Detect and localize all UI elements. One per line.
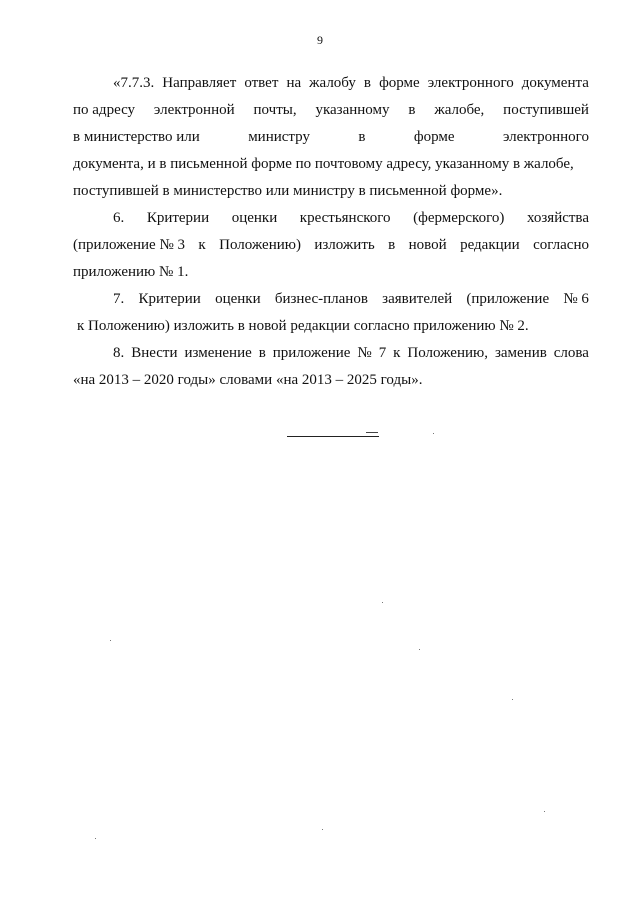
word: форме [413,129,455,145]
word: бизнес-планов [274,291,368,307]
word: в министерство или [73,129,200,145]
text-line [73,70,589,97]
word: указанному [315,102,390,118]
word: электронной [153,102,235,118]
text-line [73,151,589,178]
word: документа [521,75,589,91]
scan-speck [110,640,111,641]
word: (фермерского) [413,210,505,226]
word: поступившей в министерство или министру в письменной форме». [73,183,503,199]
word: к Положению) изложить в новой редакции согласно приложению № 2. [77,318,529,334]
document-body [73,70,589,394]
text-line [73,178,589,205]
word: 6. [113,210,125,226]
word: «на 2013 – 2020 годы» словами «на 2013 – 2025 годы». [73,372,423,388]
word: в [358,129,366,145]
word: 8. [113,345,125,361]
word: по адресу [73,102,136,118]
text-line [73,313,589,340]
word: приложению № 1. [73,264,189,280]
word: Внести [131,345,178,361]
text-line [73,97,589,124]
word: заменив [494,345,547,361]
word: электронного [502,129,589,145]
word: в [363,75,372,91]
scan-speck [419,649,420,650]
word: Положению) [219,237,301,253]
word: изложить [314,237,375,253]
paragraph-8 [73,340,589,394]
text-line [73,286,589,313]
word: на [286,75,302,91]
word: к [198,237,206,253]
text-line [73,124,589,151]
page-number: 9 [317,33,323,47]
word: в [408,102,416,118]
paragraph-7-7-3 [73,70,589,205]
scan-speck [322,829,323,830]
word: (приложение № 3 [73,237,186,253]
closing-rule [287,436,379,437]
word: новой [408,237,447,253]
scan-speck [95,838,96,839]
scan-speck [433,433,434,434]
word: № 6 [563,291,589,307]
word: жалобе, [434,102,485,118]
word: форме [379,75,420,91]
word: Критерии [138,291,201,307]
word: поступившей [503,102,589,118]
word: слова [553,345,589,361]
word: министру [248,129,310,145]
paragraph-7 [73,286,589,340]
word: «7.7.3. [113,75,155,91]
word: редакции [460,237,520,253]
text-line [73,259,589,286]
scan-speck [544,811,545,812]
word: (приложение [466,291,550,307]
word: Направляет [162,75,237,91]
word: согласно [533,237,589,253]
word: почты, [253,102,297,118]
word: в [388,237,396,253]
text-line [73,340,589,367]
scan-speck [382,602,383,603]
word: заявителей [382,291,453,307]
text-line [73,367,589,394]
word: электронного [427,75,514,91]
word: ответ [244,75,279,91]
word: № [357,345,372,361]
word: оценки [231,210,278,226]
word: Положению, [407,345,488,361]
word: хозяйства [526,210,589,226]
word: оценки [215,291,261,307]
paragraph-6 [73,205,589,286]
word: жалобу [309,75,356,91]
word: изменение [184,345,252,361]
scan-speck [512,699,513,700]
word: документа, и в письменной форме по почтовому адресу, указанному в жалобе, [73,156,574,172]
word: приложение [272,345,351,361]
word: 7. [113,291,125,307]
closing-rule-mark [366,432,378,433]
text-line [73,205,589,232]
word: Критерии [146,210,210,226]
word: в [258,345,266,361]
word: крестьянского [299,210,391,226]
word: к [393,345,401,361]
word: 7 [378,345,387,361]
text-line [73,232,589,259]
